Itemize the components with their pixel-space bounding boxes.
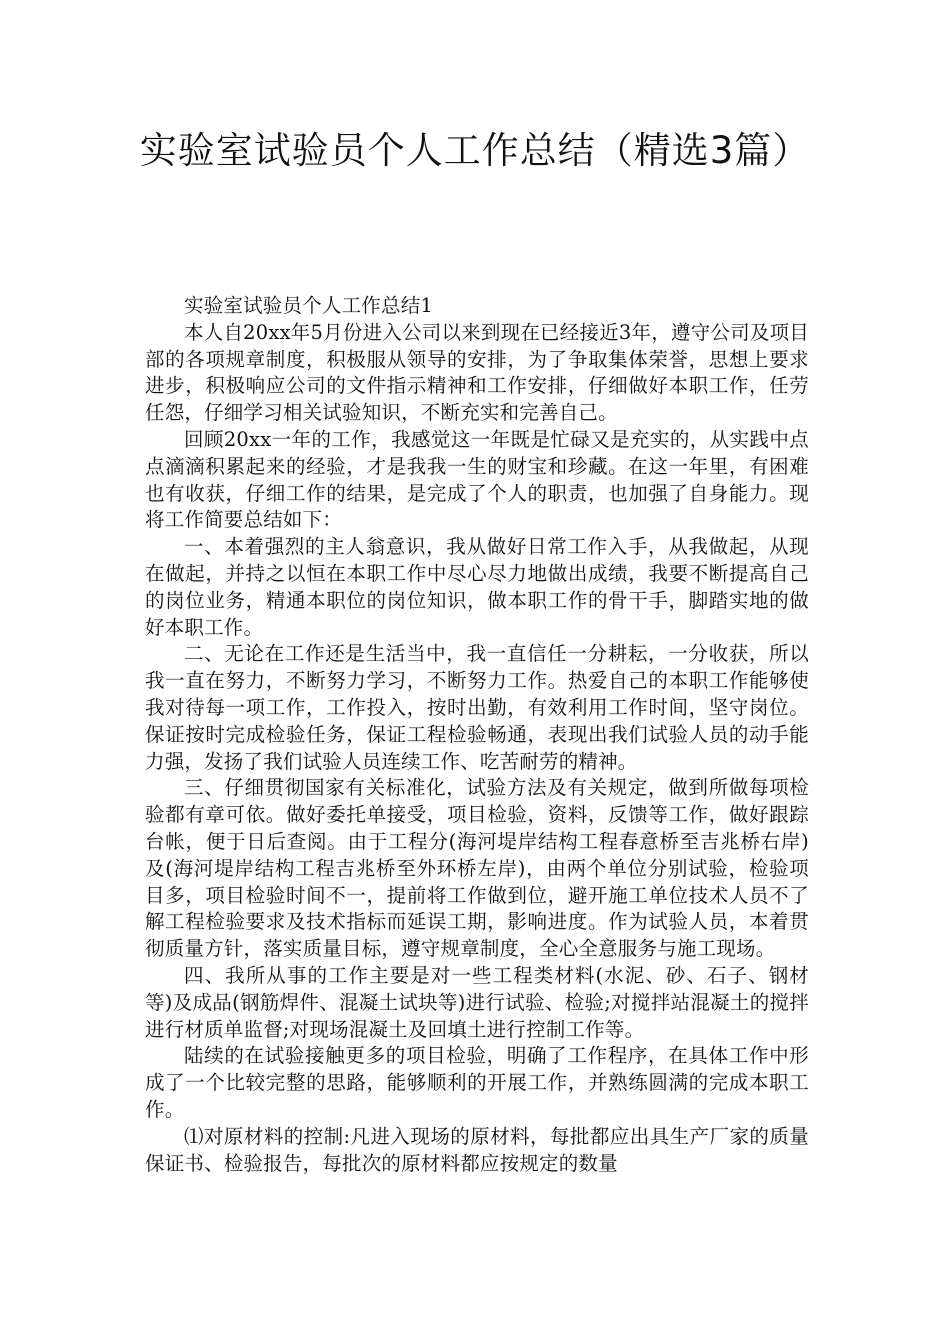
section-heading: 实验室试验员个人工作总结1 <box>184 294 434 317</box>
document-title: 实验室试验员个人工作总结（精选3篇） <box>139 129 811 172</box>
paragraph: ⑴对原材料的控制:凡进入现场的原材料，每批都应出具生产厂家的质量保证书、检验报告，每批次的原材料都应按规定的数量 <box>145 1124 809 1175</box>
paragraph: 陆续的在试验接触更多的项目检验，明确了工作程序，在具体工作中形成了一个比较完整的思路，能够顺利的开展工作，并熟练圆满的完成本职工作。 <box>145 1044 809 1121</box>
paragraph: 一、本着强烈的主人翁意识，我从做好日常工作入手，从我做起，从现在做起，并持之以恒在本职工作中尽心尽力地做出成绩，我要不断提高自己的岗位业务，精通本职位的岗位知识，做本职工作的骨干手，脚踏实地的做好本职工作。 <box>145 535 809 639</box>
paragraph: 四、我所从事的工作主要是对一些工程类材料(水泥、砂、石子、钢材等)及成品(钢筋焊件、混凝土试块等)进行试验、检验;对搅拌站混凝土的搅拌进行材质单监督;对现场混凝土及回填土进行控制工作等。 <box>145 963 809 1041</box>
paragraph: 三、仔细贯彻国家有关标准化，试验方法及有关规定，做到所做每项检验都有章可依。做好委托单接受，项目检验，资料，反馈等工作，做好跟踪台帐，便于日后查阅。由于工程分(海河堤岸结构工程春意桥至吉兆桥右岸)及(海河堤岸结构工程吉兆桥至外环桥左岸)，由两个单位分别试验，检验项目多，项目检验时间不一，提前将工作做到位，避开施工单位技术人员不了解工程检验要求及技术指标而延误工期，影响进度。作为试验人员，本着贯彻质量方针，落实质量目标，遵守规章制度，全心全意服务与施工现场。 <box>145 776 809 961</box>
paragraph: 回顾20xx一年的工作，我感觉这一年既是忙碌又是充实的，从实践中点点滴滴积累起来的经验，才是我我一生的财宝和珍藏。在这一年里，有困难也有收获，仔细工作的结果，是完成了个人的职责，也加强了自身能力。现将工作简要总结如下： <box>145 427 809 532</box>
document-body <box>145 293 809 1177</box>
paragraph: 二、无论在工作还是生活当中，我一直信任一分耕耘，一分收获，所以我一直在努力，不断努力学习，不断努力工作。热爱自己的本职工作能够使我对待每一项工作，工作投入，按时出勤，有效利用工作时间，坚守岗位。保证按时完成检验任务，保证工程检验畅通，表现出我们试验人员的动手能力强，发扬了我们试验人员连续工作、吃苦耐劳的精神。 <box>145 642 809 773</box>
paragraph: 本人自20xx年5月份进入公司以来到现在已经接近3年，遵守公司及项目部的各项规章制度，积极服从领导的安排，为了争取集体荣誉，思想上要求进步，积极响应公司的文件指示精神和工作安排，仔细做好本职工作，任劳任怨，仔细学习相关试验知识，不断充实和完善自己。 <box>145 320 809 425</box>
